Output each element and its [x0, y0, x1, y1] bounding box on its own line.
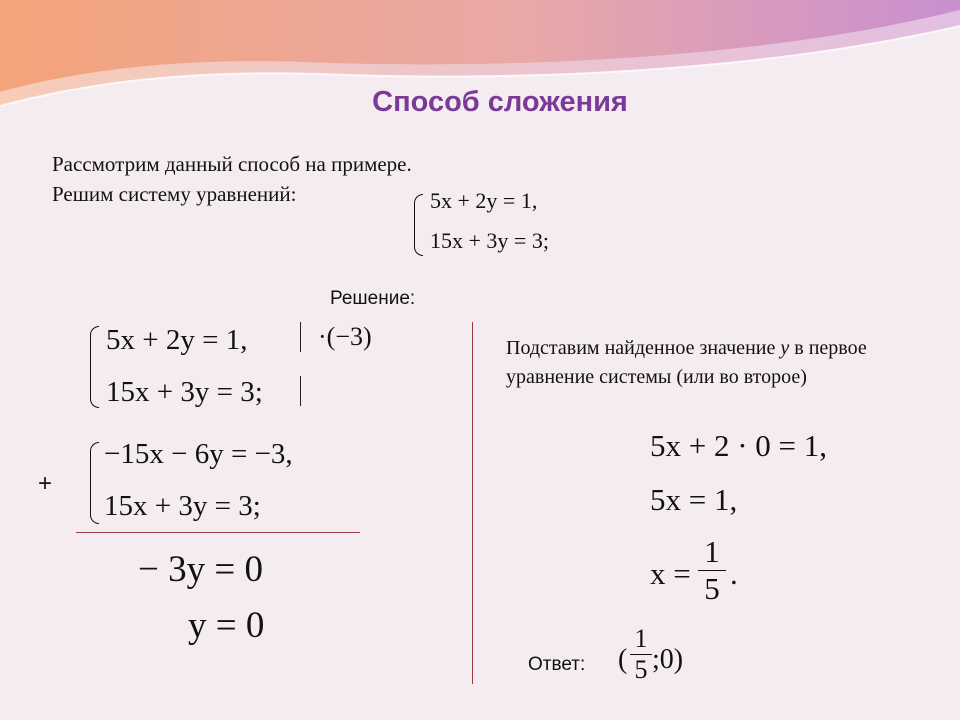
intro-line-1: Рассмотрим данный способ на примере. — [52, 152, 412, 176]
system-brace — [90, 326, 99, 408]
substitution-text — [506, 334, 926, 392]
multiplier-bar — [300, 376, 301, 406]
y-result: y = 0 — [188, 605, 265, 646]
answer-open-paren: ( — [618, 644, 628, 675]
page-title: Способ сложения — [372, 86, 628, 118]
substitution-var: y — [780, 337, 790, 359]
equation-1: 5x + 2y = 1, — [106, 324, 248, 356]
answer-numerator: 1 — [634, 624, 648, 653]
substitution-text-part1: Подставим найденное значение — [506, 337, 781, 359]
answer-close: ;0) — [652, 644, 684, 675]
multiplier: ·(−3) — [318, 322, 372, 351]
system-eq1: 5x + 2y = 1, — [430, 188, 538, 213]
multiplier-bar — [300, 322, 301, 352]
system-brace — [414, 194, 423, 256]
plus-sign: + — [38, 470, 53, 497]
system-eq2: 15x + 3y = 3; — [430, 228, 549, 253]
equation-2: 15x + 3y = 3; — [106, 376, 263, 408]
fraction-numerator: 1 — [704, 534, 720, 569]
answer-fraction — [630, 624, 652, 685]
column-divider — [472, 322, 473, 684]
answer-denominator: 5 — [630, 654, 652, 685]
equation-3: −15x − 6y = −3, — [104, 438, 293, 470]
equation-4: 15x + 3y = 3; — [104, 490, 261, 522]
sum-line — [76, 532, 360, 533]
answer-label: Ответ: — [528, 654, 586, 675]
sum-result: − 3y = 0 — [138, 549, 263, 590]
solution-label: Решение: — [330, 288, 416, 309]
system-brace — [90, 442, 99, 524]
substitution-text-part2: в первое уравнение системы (или во второе) — [506, 337, 867, 388]
step-3-lhs: x = — [650, 556, 691, 591]
step-3-fraction — [698, 534, 726, 607]
step-1: 5x + 2 · 0 = 1, — [650, 428, 828, 463]
step-3-end: . — [730, 556, 738, 591]
step-2: 5x = 1, — [650, 482, 738, 517]
intro-line-2: Решим систему уравнений: — [52, 182, 297, 206]
fraction-denominator: 5 — [698, 570, 726, 607]
